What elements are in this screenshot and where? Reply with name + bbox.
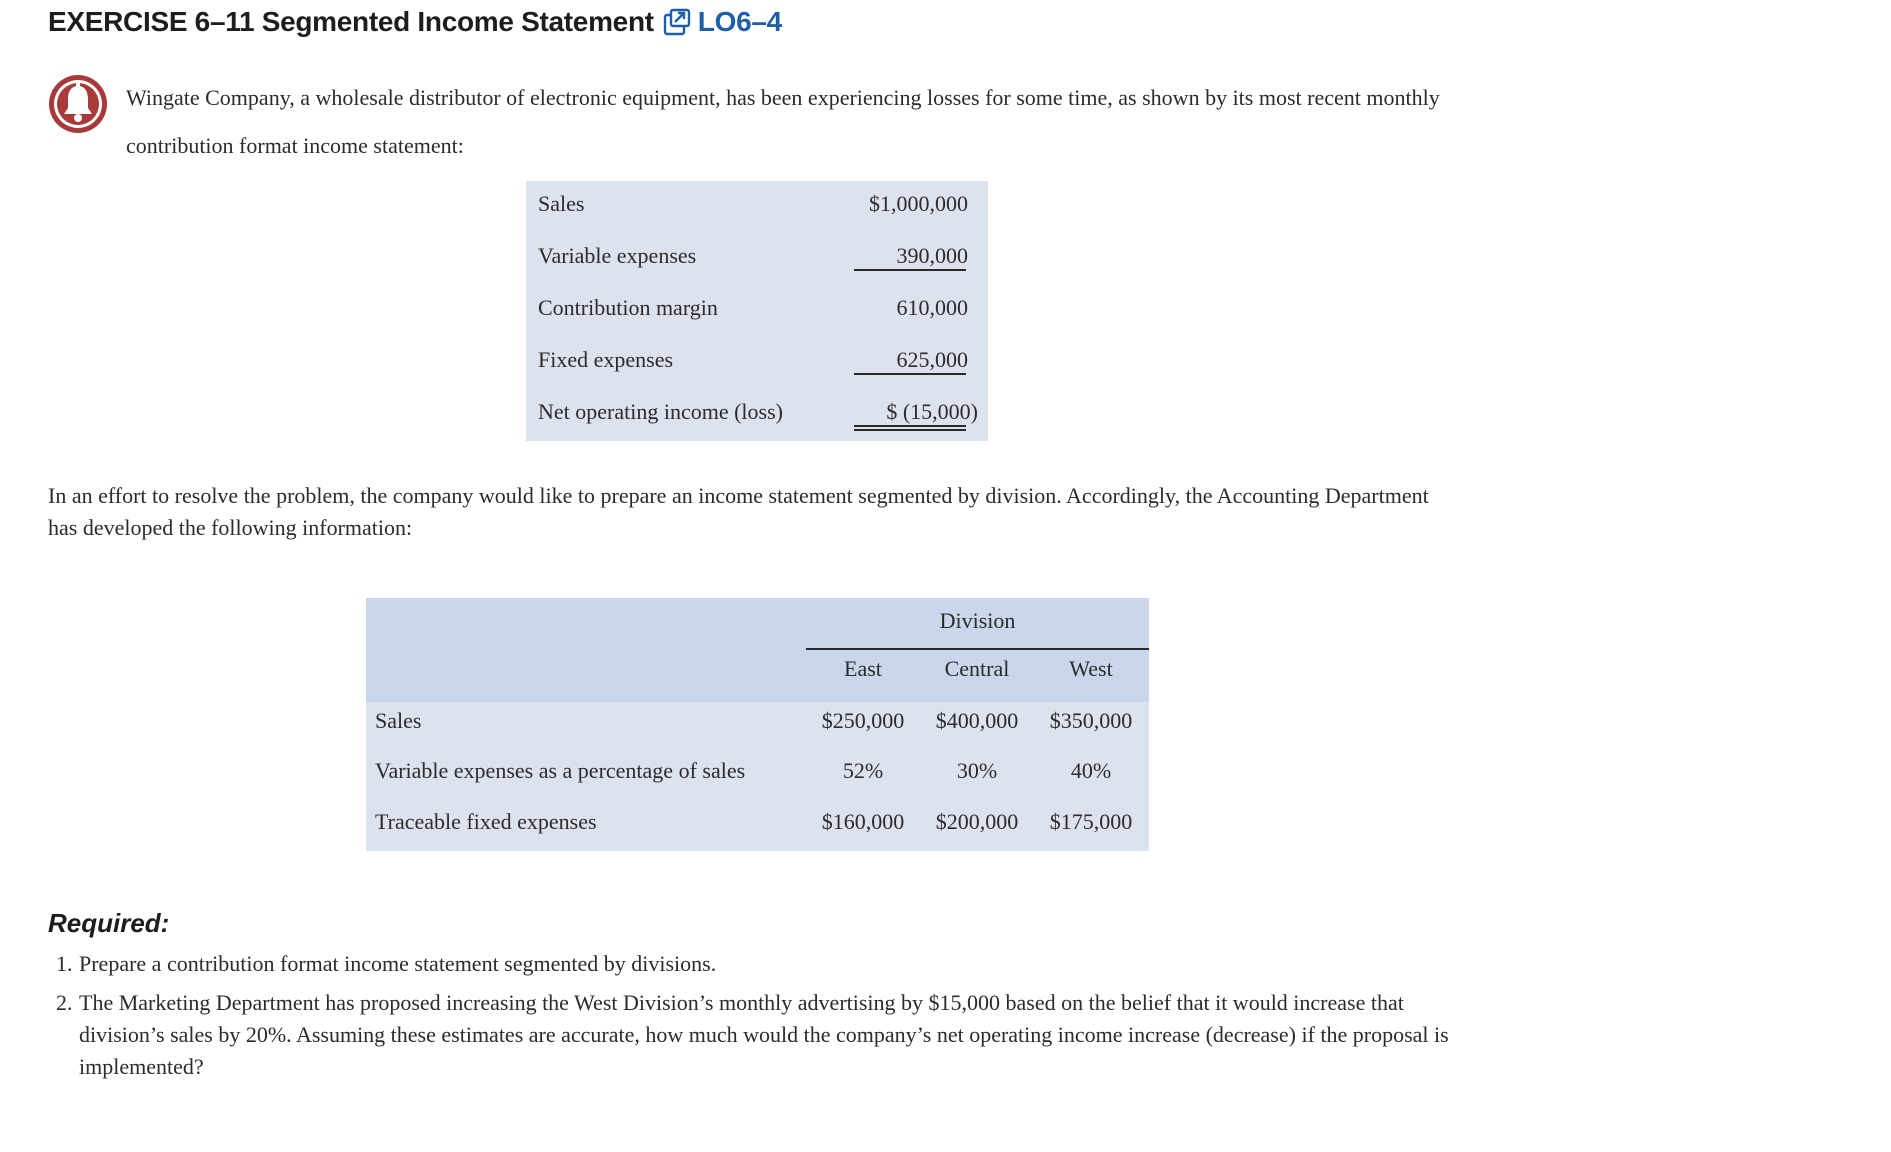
income-row-value: 610,000 <box>896 295 968 320</box>
intro-text: Wingate Company, a wholesale distributor of electronic equipment, has been experiencing losses for some time, as shown by its most recent monthly contribution format income statement: <box>126 85 1440 158</box>
income-row-fixed-expenses <box>526 337 988 389</box>
total-double-rule-bottom <box>854 429 966 431</box>
intro-paragraph <box>48 74 1468 170</box>
division-row-label: Variable expenses as a percentage of sales <box>375 758 746 783</box>
income-row-label: Sales <box>538 191 585 216</box>
division-row-label: Sales <box>375 708 422 733</box>
income-row-label: Variable expenses <box>538 243 697 268</box>
division-header-rule <box>806 648 1149 650</box>
division-cell: 40% <box>1070 758 1112 783</box>
column-header-central: Central <box>944 656 1010 681</box>
column-header-west: West <box>1069 656 1113 681</box>
subtotal-rule <box>854 269 966 271</box>
title-text: EXERCISE 6–11 Segmented Income Statement <box>48 6 654 37</box>
income-row-net-operating-income <box>526 389 988 441</box>
division-cell: $160,000 <box>821 809 905 834</box>
division-cell: 52% <box>842 758 884 783</box>
required-list <box>56 948 1486 1090</box>
division-row-label: Traceable fixed expenses <box>375 809 597 834</box>
division-cell: $250,000 <box>821 708 905 733</box>
division-table-header <box>366 598 1149 702</box>
column-header-east: East <box>844 656 882 681</box>
required-item-number: 2. <box>56 990 73 1015</box>
division-table <box>366 598 1149 851</box>
required-item-2 <box>56 987 1486 1083</box>
division-cell: $200,000 <box>935 809 1019 834</box>
income-row-value: $ (15,000) <box>886 399 978 424</box>
income-row-label: Contribution margin <box>538 295 718 320</box>
lo-link-text[interactable]: LO6–4 <box>697 6 782 37</box>
required-item-text: Prepare a contribution format income statement segmented by divisions. <box>79 951 717 976</box>
total-double-rule-top <box>854 425 966 427</box>
lo-link[interactable] <box>662 6 782 38</box>
required-item-number: 1. <box>56 951 73 976</box>
income-row-value: 390,000 <box>896 243 968 268</box>
exercise-title <box>48 6 782 38</box>
income-row-value: $1,000,000 <box>869 191 968 216</box>
income-row-label: Fixed expenses <box>538 347 674 372</box>
income-row-sales <box>526 181 988 233</box>
income-row-label: Net operating income (loss) <box>538 399 783 424</box>
division-group-header: Division <box>939 608 1016 633</box>
income-row-variable-expenses <box>526 233 988 285</box>
division-cell: 30% <box>956 758 998 783</box>
external-link-icon[interactable] <box>662 7 692 37</box>
segment-paragraph: In an effort to resolve the problem, the company would like to prepare an income statement segmented by division. Accordingly, the Accounting Department has developed the following information: <box>48 483 1429 540</box>
subtotal-rule <box>854 373 966 375</box>
income-row-value: 625,000 <box>896 347 968 372</box>
division-cell: $350,000 <box>1049 708 1133 733</box>
division-cell: $400,000 <box>935 708 1019 733</box>
division-cell: $175,000 <box>1049 809 1133 834</box>
bell-icon <box>48 74 108 134</box>
income-row-contribution-margin <box>526 285 988 337</box>
income-statement-table <box>526 181 988 441</box>
required-item-1 <box>56 948 1486 980</box>
required-heading: Required: <box>48 908 170 938</box>
required-item-text: The Marketing Department has proposed increasing the West Division’s monthly advertising by $15,000 based on the belief that it would increase that division’s sales by 20%. Assuming these estimates are accurate, how much would the company’s net operating income increase (decrease) if the proposal is implemented? <box>79 990 1449 1079</box>
